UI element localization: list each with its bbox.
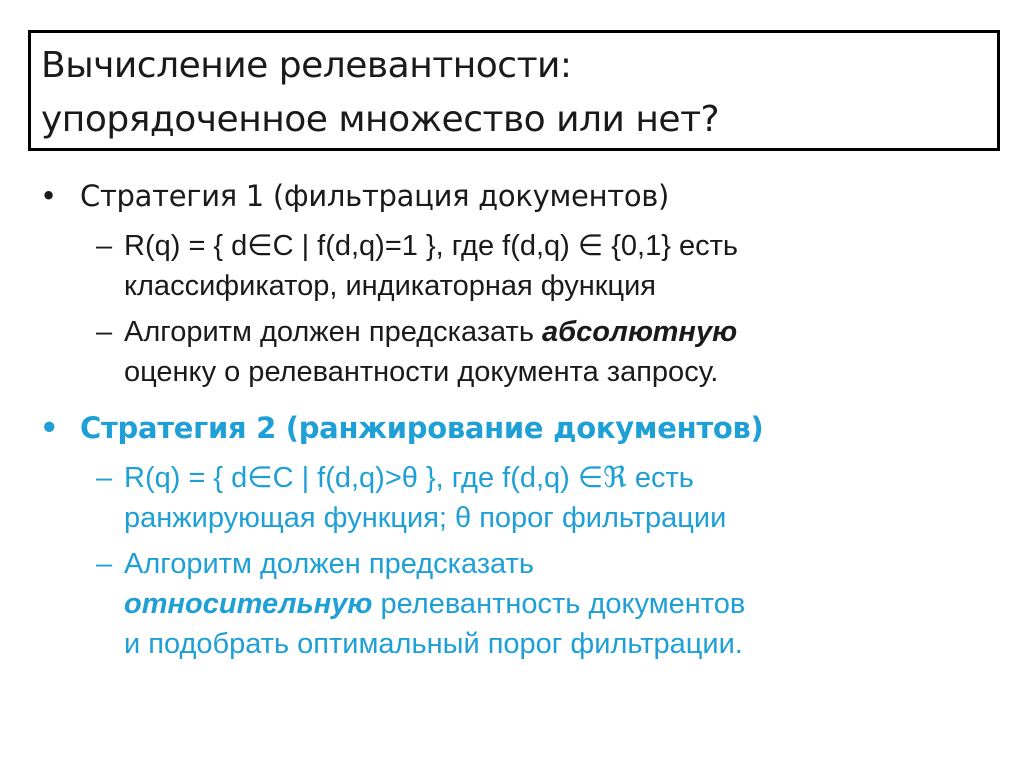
strategy-2-algorithm-line-1: Алгоритм должен предсказать xyxy=(124,548,534,580)
bullet-strategy-1 xyxy=(38,172,998,220)
strategy-2-item-definition xyxy=(38,458,998,538)
strategy-1-item-algorithm xyxy=(38,312,998,392)
bullet-strategy-2 xyxy=(38,404,998,452)
strategy-2-definition-line-2: ранжирующая функция; θ порог фильтрации xyxy=(124,502,727,534)
dash-icon: – xyxy=(96,462,113,494)
dash-icon: – xyxy=(96,548,113,580)
bullet-dot-icon: • xyxy=(40,179,57,213)
strategy-1-algorithm-text: Алгоритм должен предсказать xyxy=(124,316,542,348)
strategy-2-heading: Стратегия 2 (ранжирование документов) xyxy=(80,411,764,445)
dash-icon: – xyxy=(96,316,113,348)
strategy-2-algorithm-line-3: и подобрать оптимальный порог фильтрации. xyxy=(124,628,743,660)
strategy-1-definition-line-2: классификатор, индикаторная функция xyxy=(124,270,656,302)
strategy-2-definition-line-1: R(q) = { d∈C | f(d,q)>θ }, где f(d,q) ∈ℜ есть xyxy=(124,462,694,494)
dash-icon: – xyxy=(96,230,113,262)
strategy-1-heading: Стратегия 1 (фильтрация документов) xyxy=(80,179,670,213)
slide-title-line-1: Вычисление релевантности: xyxy=(41,45,572,86)
strategy-2-algorithm-line-2 xyxy=(124,584,998,624)
slide-title-box xyxy=(28,30,1000,151)
strategy-1-algorithm-line-1 xyxy=(124,312,998,352)
slide-content xyxy=(38,172,998,664)
strategy-1-item-definition xyxy=(38,226,998,306)
strategy-2-algorithm-text: релевантность документов xyxy=(372,588,746,620)
bullet-dot-icon: • xyxy=(40,411,59,445)
strategy-1-algorithm-line-2: оценку о релевантности документа запросу. xyxy=(124,356,719,388)
strategy-2-item-algorithm xyxy=(38,544,998,664)
strategy-1-definition-line-1: R(q) = { d∈C | f(d,q)=1 }, где f(d,q) ∈ {0,1} есть xyxy=(124,230,738,262)
slide-title-line-2: упорядоченное множество или нет? xyxy=(41,99,720,140)
strategy-1-algorithm-emphasis: абсолютную xyxy=(541,316,738,348)
strategy-2-algorithm-emphasis: относительную xyxy=(124,588,373,620)
